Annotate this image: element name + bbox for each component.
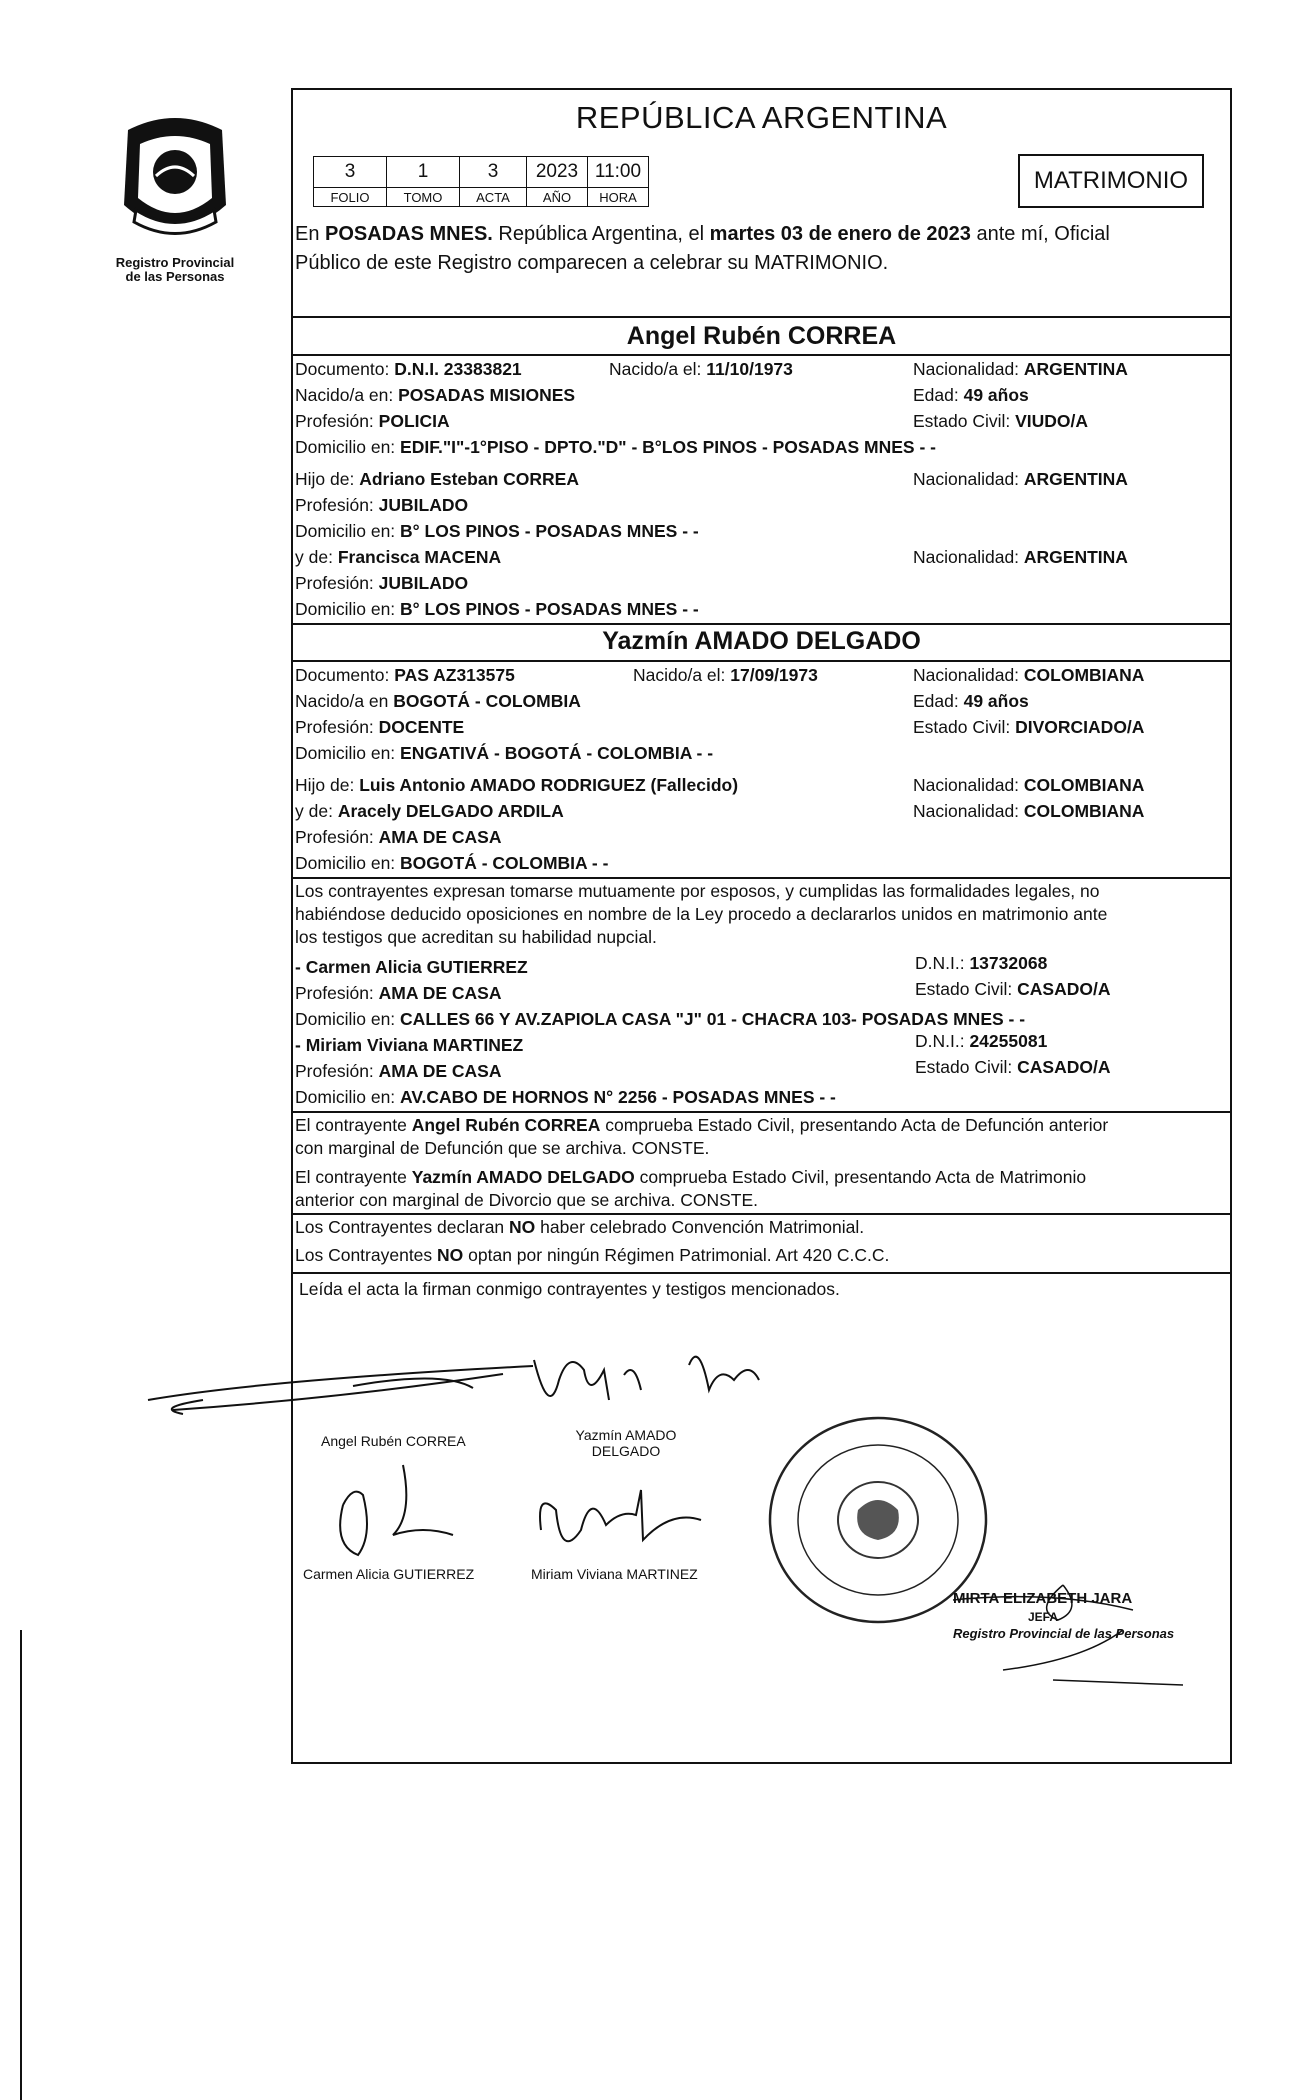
hour-label: HORA — [588, 188, 649, 207]
party1-mother-address: Domicilio en: B° LOS PINOS - POSADAS MNES - - — [295, 599, 699, 619]
party2-birthplace: Nacido/a en BOGOTÁ - COLOMBIA — [295, 691, 581, 711]
marriage-certificate — [291, 88, 1232, 1764]
party1-father-profession: Profesión: JUBILADO — [295, 495, 469, 515]
registry-table — [313, 156, 649, 207]
declaration: Los contrayentes expresan tomarse mutuamente por esposos, y cumplidas las formalidades legales, no habiéndose deducido oposiciones en nombre de la Ley procedo a declararlos unidos en matrimonio ante los testigos que acreditan su habilidad nupcial. — [295, 881, 1108, 947]
closing-statement: Leída el acta la firman conmigo contrayentes y testigos mencionados. — [299, 1279, 840, 1299]
officer-role: JEFA — [1028, 1610, 1059, 1624]
year-value: 2023 — [527, 157, 588, 188]
regime-patrimonial: Los Contrayentes NO optan por ningún Régimen Patrimonial. Art 420 C.C.C. — [295, 1245, 890, 1265]
civil-proof-party1: El contrayente Angel Rubén CORREA comprueba Estado Civil, presentando Acta de Defunción anterior con marginal de Defunción que se archiva. CONSTE. — [295, 1115, 1109, 1158]
civil-proof-party2: El contrayente Yazmín AMADO DELGADO comprueba Estado Civil, presentando Acta de Matrimonio anterior con marginal de Divorcio que se archiva. CONSTE. — [295, 1167, 1087, 1210]
act-type-box: MATRIMONIO — [1018, 154, 1204, 208]
witness2-civil-status: Estado Civil: CASADO/A — [915, 1057, 1111, 1077]
party2-parents-address: Domicilio en: BOGOTÁ - COLOMBIA - - — [295, 853, 609, 873]
logo-caption-line1: Registro Provincial — [115, 255, 235, 270]
party1-birthplace: Nacido/a en: POSADAS MISIONES — [295, 385, 576, 405]
provincial-seal-icon — [116, 110, 234, 245]
sig-caption-miriam: Miriam Viviana MARTINEZ — [531, 1566, 698, 1582]
party1-address: Domicilio en: EDIF."I"-1°PISO - DPTO."D" - B°LOS PINOS - POSADAS MNES - - — [295, 437, 936, 457]
party2-mother-nationality: Nacionalidad: COLOMBIANA — [913, 801, 1145, 821]
acta-label: ACTA — [460, 188, 527, 207]
witness1-profession: Profesión: AMA DE CASA — [295, 983, 502, 1003]
folio-value: 3 — [314, 157, 387, 188]
party1-civil-status: Estado Civil: VIUDO/A — [913, 411, 1089, 431]
party1-age: Edad: 49 años — [913, 385, 1029, 405]
tomo-value: 1 — [387, 157, 460, 188]
officer-org: Registro Provincial de las Personas — [953, 1626, 1175, 1641]
logo-caption-line2: de las Personas — [125, 269, 225, 284]
witness2-address: Domicilio en: AV.CABO DE HORNOS N° 2256 - POSADAS MNES - - — [295, 1087, 836, 1107]
signature-officer — [933, 1570, 1183, 1690]
party1-mother-profession: Profesión: JUBILADO — [295, 573, 469, 593]
witness1-civil-status: Estado Civil: CASADO/A — [915, 979, 1111, 999]
signature-yazmin — [529, 1340, 769, 1430]
party2-nationality: Nacionalidad: COLOMBIANA — [913, 665, 1145, 685]
party1-doc: Documento: D.N.I. 23383821 — [295, 359, 522, 379]
sig-caption-carmen: Carmen Alicia GUTIERREZ — [303, 1566, 475, 1582]
intro-paragraph: En POSADAS MNES. República Argentina, el martes 03 de enero de 2023 ante mí, Oficial Público de este Registro comparecen a celebrar su MATRIMONIO. — [295, 220, 1228, 278]
sig-caption-angel: Angel Rubén CORREA — [321, 1433, 466, 1449]
intro-line2: Público de este Registro comparecen a celebrar su MATRIMONIO. — [295, 252, 889, 274]
party2-doc: Documento: PAS AZ313575 — [295, 665, 515, 685]
party2-age: Edad: 49 años — [913, 691, 1029, 711]
signature-carmen — [313, 1455, 483, 1575]
folio-label: FOLIO — [314, 188, 387, 207]
scan-edge-line — [20, 1630, 22, 2100]
page-title: REPÚBLICA ARGENTINA — [575, 100, 948, 135]
intro-date: martes 03 de enero de 2023 — [709, 223, 971, 245]
hour-value: 11:00 — [588, 157, 649, 188]
witness1-address: Domicilio en: CALLES 66 Y AV.ZAPIOLA CASA "J" 01 - CHACRA 103- POSADAS MNES - - — [295, 1009, 1026, 1029]
tomo-label: TOMO — [387, 188, 460, 207]
acta-value: 3 — [460, 157, 527, 188]
witness2-name: - Miriam Viviana MARTINEZ — [295, 1035, 524, 1055]
party1-nationality: Nacionalidad: ARGENTINA — [913, 359, 1128, 379]
regime-convention: Los Contrayentes declaran NO haber celebrado Convención Matrimonial. — [295, 1217, 865, 1237]
party2-name: Yazmín AMADO DELGADO — [602, 627, 921, 655]
witness1-dni: D.N.I.: 13732068 — [915, 953, 1048, 973]
sig-caption-yazmin: Yazmín AMADO DELGADO — [575, 1427, 677, 1459]
party1-father: Hijo de: Adriano Esteban CORREA — [295, 469, 579, 489]
intro-place: POSADAS MNES. — [325, 223, 493, 245]
signature-miriam — [531, 1470, 711, 1570]
party1-born: Nacido/a el: 11/10/1973 — [609, 359, 793, 379]
party2-civil-status: Estado Civil: DIVORCIADO/A — [913, 717, 1145, 737]
party1-father-nationality: Nacionalidad: ARGENTINA — [913, 469, 1128, 489]
party2-address: Domicilio en: ENGATIVÁ - BOGOTÁ - COLOMBIA - - — [295, 743, 714, 763]
party2-parents-profession: Profesión: AMA DE CASA — [295, 827, 502, 847]
party2-father: Hijo de: Luis Antonio AMADO RODRIGUEZ (Fallecido) — [295, 775, 739, 795]
year-label: AÑO — [527, 188, 588, 207]
party1-name: Angel Rubén CORREA — [626, 322, 897, 350]
party2-father-nationality: Nacionalidad: COLOMBIANA — [913, 775, 1145, 795]
party1-mother-nationality: Nacionalidad: ARGENTINA — [913, 547, 1128, 567]
registry-logo — [100, 110, 250, 284]
party1-father-address: Domicilio en: B° LOS PINOS - POSADAS MNES - - — [295, 521, 699, 541]
witness2-dni: D.N.I.: 24255081 — [915, 1031, 1048, 1051]
party2-profession: Profesión: DOCENTE — [295, 717, 465, 737]
witness2-profession: Profesión: AMA DE CASA — [295, 1061, 502, 1081]
officer-name: MIRTA ELIZABETH JARA — [953, 1590, 1133, 1607]
witness1-name: - Carmen Alicia GUTIERREZ — [295, 957, 528, 977]
party1-profession: Profesión: POLICIA — [295, 411, 450, 431]
party1-mother: y de: Francisca MACENA — [295, 547, 502, 567]
party2-born: Nacido/a el: 17/09/1973 — [633, 665, 818, 685]
party2-mother: y de: Aracely DELGADO ARDILA — [295, 801, 564, 821]
